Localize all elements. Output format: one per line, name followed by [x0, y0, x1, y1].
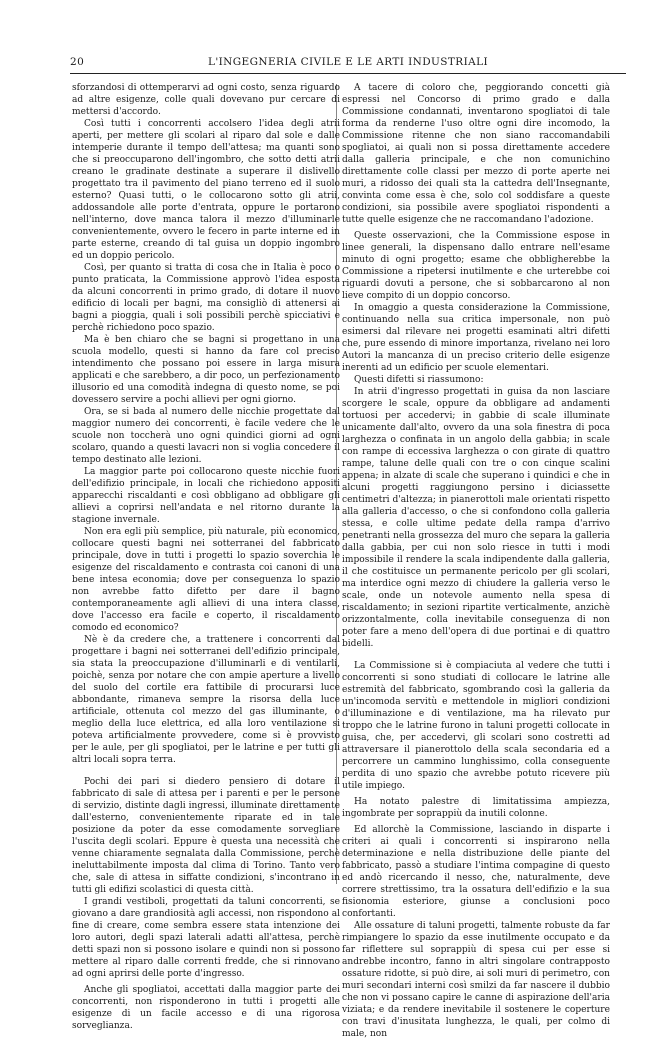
paragraph: Ed allorchè la Commissione, lasciando in disparte i criteri ai quali i concorrenti si inspirarono nella determinazione e nella distribuzione delle piante del fabbricato, passò a studiare l'intima compagine di questo ed andò ricercando il nesso, che, naturalmente, deve correre strettissimo, tra la ossatura dell'edifizio e la sua fisionomia esteriore, giunse a conclusioni poco confortanti. — [342, 825, 610, 919]
paragraph: Pochi dei pari si diedero pensiero di dotare il fabbricato di sale di attesa per i parenti e per le persone di servizio, distinte dagli ingressi, illuminate direttamente dall'esterno, convenientemente riparate ed in tale posizione da poter da esse comodamente sorvegliare l'uscita degli scolari. Eppure è questa una necessità che venne chiaramente segnalata dalla Commissione, perchè ineluttabilmente imposta dal clima di Torino. Tanto vero che, sale di attesa in siffatte condizioni, s'incontrano in tutti gli edifizi scolastici di questa città. — [72, 777, 340, 895]
paragraph: Ha notato palestre di limitatissima ampiezza, ingombrate per soprappiù da inutili colonne. — [342, 797, 610, 819]
page-number: 20 — [70, 56, 85, 68]
paragraph: Ora, se si bada al numero delle nicchie progettate dal maggior numero dei concorrenti, è facile vedere che le scuole non toccherà uno ogni quindici giorni ad ogni scolaro, quando a questi lavacri non si voglia concedere il tempo destinato alle lezioni. — [72, 407, 340, 465]
running-title: L'INGEGNERIA CIVILE E LE ARTI INDUSTRIALI — [207, 56, 489, 68]
paragraph: Non era egli più semplice, più naturale, più economico, collocare questi bagni nei sotterranei del fabbricato principale, dove in tutti i progetti lo spazio soverchia le esigenze del riscaldamento e contrasta coi canoni di una bene intesa economia; dove per conseguenza lo spazio non avrebbe fatto difetto per dare il bagno contemporaneamente agli allievi di una intera classe, dove l'accesso era facile e coperto, il riscaldamento comodo ed economico? — [72, 527, 340, 633]
left-column — [72, 82, 340, 1032]
paragraph: Anche gli spogliatoi, accettati dalla maggior parte dei concorrenti, non risponderono in tutti i progetti alle esigenze di un facile accesso e di una rigorosa sorveglianza. — [72, 985, 340, 1031]
right-column — [342, 82, 610, 1040]
running-header — [70, 56, 626, 72]
paragraph: Queste osservazioni, che la Commissione espose in linee generali, la dispensano dallo entrare nell'esame minuto di ogni progetto; esame che obbligherebbe la Commissione a ripetersi inutilmente e che urterebbe coi riguardi dovuti a persone, che si sobbarcarono al non lieve compito di un doppio concorso. — [342, 231, 610, 301]
paragraph: Nè è da credere che, a trattenere i concorrenti dal progettare i bagni nei sotterranei dell'edifizio principale, sia stata la preoccupazione d'illuminarli e di ventilarli, poichè, senza por notare che con ampie aperture a livello del suolo del cortile era fattibile di procurarsi luce abbondante, rimaneva sempre la risorsa della luce artificiale, ottenuta col mezzo del gas illuminante, o meglio della luce elettrica, ed alla loro ventilazione si poteva artificialmente provvedere, come si è provvisto per le aule, per gli spogliatoi, per le latrine e per tutti gli altri locali sopra terra. — [72, 635, 340, 765]
paragraph: I grandi vestiboli, progettati da taluni concorrenti, se giovano a dare grandiosità agli accessi, non rispondono al fine di creare, come sembra essere stata intenzione dei loro autori, degli spazi laterali adatti all'attesa, perchè detti spazi non si possono isolare e quindi non si possono mettere al riparo dalle correnti fredde, che si rinnovano ad ogni aprirsi delle porte d'ingresso. — [72, 897, 340, 979]
paragraph: Questi difetti si riassumono: — [354, 375, 484, 385]
paragraph: Ma è ben chiaro che se bagni si progettano in una scuola modello, questi si hanno da fare col preciso intendimento che possano poi essere in larga misura applicati e che sarebbero, a dir poco, un perfezionamento illusorio ed una comodità indegna di questo nome, se poi dovessero servire a pochi allievi per ogni giorno. — [72, 335, 340, 405]
paragraph: Alle ossature di taluni progetti, talmente robuste da far rimpiangere lo spazio da esse inutilmente occupato e da far riflettere sul soprappiù di spesa cui per esse si andrebbe incontro, fanno in altri singolare contrapposto ossature ridotte, si può dire, ai soli muri di perimetro, con muri secondari interni così smilzi da far nascere il dubbio che non vi possano capire le canne di aspirazione dell'aria viziata; e da rendere inevitabile il sostenere le coperture con travi d'inusitata lunghezza, le quali, per colmo di male, non — [342, 921, 610, 1039]
paragraph: La maggior parte poi collocarono queste nicchie fuori dell'edifizio principale, in locali che richiedono appositi apparecchi riscaldanti e così obbligano ad obbligare gli allievi a coprirsi nell'andata e nel ritorno durante la stagione invernale. — [72, 467, 340, 525]
paragraph: sforzandosi di ottemperarvi ad ogni costo, senza riguardo ad altre esigenze, colle quali dovevano pur cercare di mettersi d'accordo. — [72, 83, 340, 117]
paragraph: A tacere di coloro che, peggiorando concetti già espressi nel Concorso di primo grado e dalla Commissione condannati, inventarono spogliatoi di tale forma da renderne l'uso oltre ogni dire incomodo, la Commissione ritenne che non siano raccomandabili spogliatoi, ai quali non si possa direttamente accedere dalla galleria principale, e che non comunichino direttamente colle classi per mezzo di porte aperte nei muri, a ridosso dei quali sta la cattedra dell'Insegnante, convinta come essa è che, solo col soddisfare a queste condizioni, sia possibile avere spogliatoi rispondenti a tutte quelle esigenze che ne raccomandano l'adozione. — [342, 83, 610, 225]
paragraph: In atrii d'ingresso progettati in guisa da non lasciare scorgere le scale, oppure da obbligare ad andamenti tortuosi per accedervi; in gabbie di scale illuminate unicamente dall'alto, ovvero da una sola finestra di poca larghezza o confinata in un angolo della gabbia; in scale con rampe di eccessiva larghezza o con girate di quattro rampe, talune delle quali con tre o con cinque scalini appena; in alzate di scale che superano i quindici e che in alcuni progetti raggiungono persino i diciassette centimetri d'altezza; in pianerottoli male orientati rispetto alla galleria d'accesso, o che si confondono colla galleria stessa, e colle ultime pedate della rampa d'arrivo penetranti nella grossezza del muro che separa la galleria dalla gabbia, per cui non solo riesce in tutti i modi impossibile il rendere la scala indipendente dalla galleria, il che costituisce un permanente pericolo per gli scolari, ma interdice ogni mezzo di chiudere la galleria verso le scale, onde un notevole aumento nella spesa di riscaldamento; in sezioni ripartite verticalmente, anzichè orizzontalmente, colla inevitabile conseguenza di non poter fare a meno dell'opera di due portinai e di quattro bidelli. — [342, 387, 610, 649]
paragraph: In omaggio a questa considerazione la Commissione, continuando nella sua critica impersonale, non può esimersi dal rilevare nei progetti esaminati altri difetti che, pure essendo di minore importanza, rivelano nei loro Autori la mancanza di un preciso criterio delle esigenze inerenti ad un edificio per scuole elementari. — [342, 303, 610, 373]
paragraph: Così tutti i concorrenti accolsero l'idea degli atrii aperti, per mettere gli scolari al riparo dal sole e dalle intemperie durante il tempo dell'attesa; ma quanti sono che si preoccuparono dell'ingombro, che sotto detti atrii creano le gradinate destinate a superare il dislivello progettato tra il pavimento del piano terreno ed il suolo esterno? Quasi tutti, o le collocarono sotto gli atrii, addossandole alle porte d'entrata, oppure le portarono nell'interno, dove manca talora il mezzo d'illuminarle convenientemente, ovvero le fecero in parte interne ed in parte esterne, creando di tal guisa un doppio ingombro ed un doppio pericolo. — [72, 119, 340, 261]
paragraph: Così, per quanto si tratta di cosa che in Italia è poco o punto praticata, la Commissione approvò l'idea esposta da alcuni concorrenti in primo grado, di dotare il nuovo edificio di locali per bagni, ma consigliò di attenersi ai bagni a pioggia, quali i soli possibili perchè spicciativi e perchè richiedono poco spazio. — [72, 263, 340, 333]
paragraph: La Commissione si è compiaciuta al vedere che tutti i concorrenti si sono studiati di collocare le latrine alle estremità del fabbricato, sgombrando così la galleria da un'incomoda servitù e mettendole in migliori condizioni d'illuminazione e di ventilazione, ma ha rilevato pur troppo che le latrine furono in taluni progetti collocate in guisa, che, per accedervi, gli scolari sono costretti ad attraversare il pianerottolo della scala secondaria ed a percorrere un cammino lunghissimo, colla conseguente perdita di uno spazio che avrebbe potuto ricevere più utile impiego. — [342, 661, 610, 791]
header-rule — [70, 73, 626, 74]
